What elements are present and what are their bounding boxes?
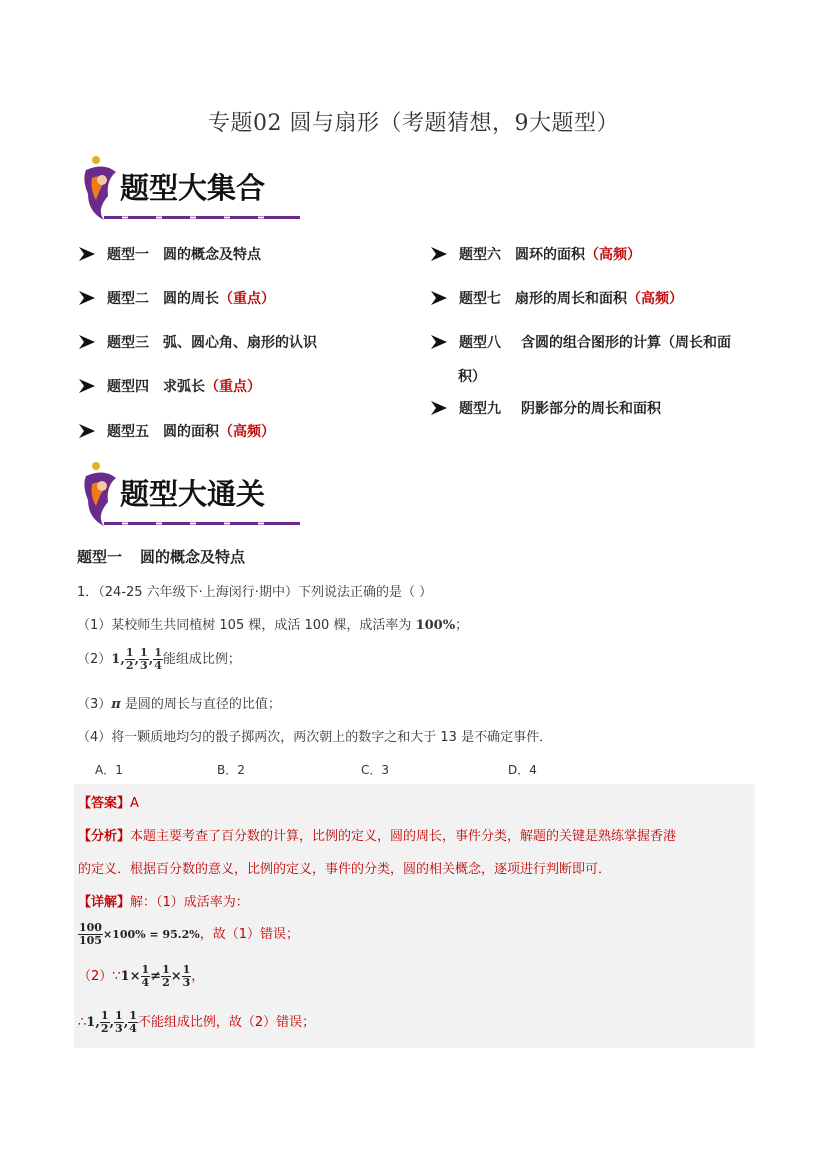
toc-item-3[interactable]: 题型三 弧、圆心角、扇形的认识 [79,332,317,352]
toc-item-1[interactable]: 题型一 圆的概念及特点 [79,244,261,264]
arrow-bullet-icon [79,247,95,261]
toc-item-4[interactable]: 题型四 求弧长（重点） [79,376,261,396]
statement-2: （2）1, $\frac{1}{2}$ , $\frac{1}{3}$ , $\frac{1}{4}$ 能组成比例； [77,646,241,672]
section-banner-collection [76,150,306,226]
arrow-bullet-icon [431,335,447,349]
toc-item-7[interactable]: 题型七 扇形的周长和面积（高频） [431,288,683,308]
fraction: $\frac{1}{4}$ [141,963,150,989]
section-heading: 题型一 圆的概念及特点 [77,548,246,566]
detail-line-3: ∴1, $\frac{1}{2}$ , $\frac{1}{3}$ , $\frac{1}{4}$ 不能组成比例，故（2）错误； [78,1009,316,1035]
analysis-line-2: 的定义．根据百分数的意义，比例的定义，事件的分类，圆的相关概念，逐项进行判断即可． [78,862,612,877]
page-title: 专题02 圆与扇形（考题猜想，9大题型） [208,111,619,136]
wizard-banner-icon [76,456,306,532]
arrow-bullet-icon [431,247,447,261]
svg-text:题型大通关: 题型大通关 [120,477,266,511]
fraction: $\frac{1}{2}$ [100,1009,109,1035]
wizard-banner-icon [76,150,306,226]
option-c[interactable]: C．3 [361,763,390,777]
fraction: $\frac{1}{4}$ [154,646,162,672]
fraction: $\frac{1}{2}$ [162,963,170,989]
arrow-bullet-icon [79,424,95,438]
statement-3: （3）π 是圆的周长与直径的比值； [77,697,281,712]
arrow-bullet-icon [79,379,95,393]
arrow-bullet-icon [79,291,95,305]
toc-item-2[interactable]: 题型二 圆的周长（重点） [79,288,275,308]
statement-1: （1）某校师生共同植树 105 棵，成活 100 棵，成活率为 100%； [77,618,469,633]
fraction: $\frac{1}{2}$ [125,646,134,672]
arrow-bullet-icon [79,335,95,349]
section-banner-practice [76,456,306,532]
detail-line-1: 【详解】解：（1）成活率为： [78,895,249,910]
answer-line: 【答案】A [78,796,139,811]
arrow-bullet-icon [431,291,447,305]
detail-line-2: （2）∵1× $\frac{1}{4}$ ≠ $\frac{1}{2}$ × $\frac{1}{3}$ ， [78,963,205,989]
answer-panel [74,784,755,1048]
toc-item-6[interactable]: 题型六 圆环的面积（高频） [431,244,641,264]
fraction: $\frac{1}{3}$ [182,963,191,989]
toc-item-9[interactable]: 题型九 阴影部分的周长和面积 [431,398,661,418]
toc-item-8-continued: 积） [458,369,486,385]
toc-item-5[interactable]: 题型五 圆的面积（高频） [79,421,275,441]
fraction: $\frac{1}{3}$ [115,1009,123,1035]
arrow-bullet-icon [431,401,447,415]
detail-calculation: $\frac{100}{105}$ ×100% = 95.2%，故（1）错误； [79,921,299,947]
fraction: $\frac{1}{4}$ [129,1009,137,1035]
option-a[interactable]: A．1 [95,763,123,777]
option-d[interactable]: D．4 [508,763,537,777]
fraction: $\frac{100}{105}$ [79,921,102,947]
fraction: $\frac{1}{3}$ [140,646,148,672]
toc-item-8[interactable]: 题型八 含圆的组合图形的计算（周长和面 [431,332,731,352]
analysis-line-1: 【分析】本题主要考查了百分数的计算，比例的定义，圆的周长，事件分类，解题的关键是熟练掌握香港 [78,829,677,844]
statement-4: （4）将一颗质地均匀的骰子掷两次，两次朝上的数字之和大于 13 是不确定事件． [77,730,553,745]
question-stem: 1．（24-25 六年级下·上海闵行·期中）下列说法正确的是（ ） [77,585,433,600]
svg-text:题型大集合: 题型大集合 [120,171,266,205]
option-b[interactable]: B．2 [217,763,245,777]
